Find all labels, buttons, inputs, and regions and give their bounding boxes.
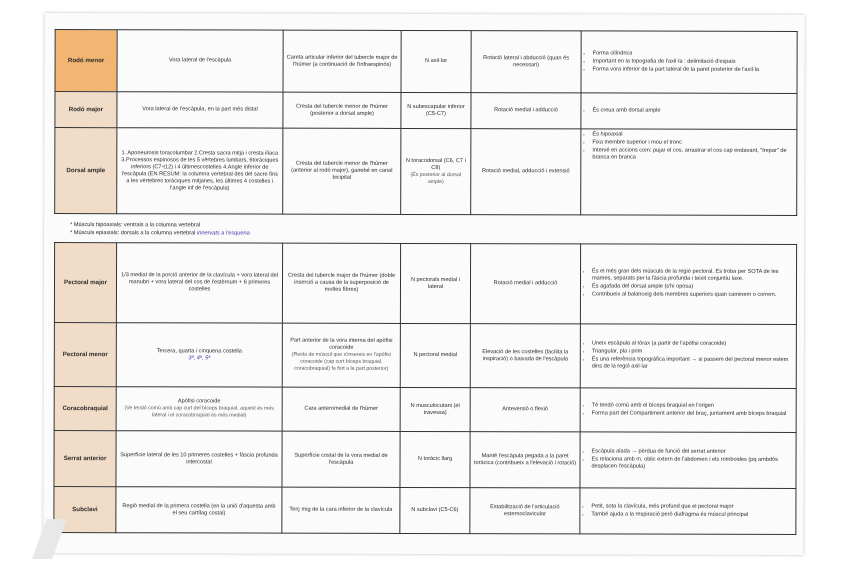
innervation-note: (És posterior al dorsal ample): [410, 171, 462, 185]
note-item: • Forma part del Compartiment anterior del braç, juntament amb bíceps braquial: [592, 410, 793, 418]
notes-cell: [580, 244, 796, 325]
footnote-hypoaxial: * Músculs hipoaxials: ventrals a la columna vertebral: [70, 222, 201, 229]
muscle-table-upper: [54, 29, 797, 216]
footnotes: [70, 221, 570, 238]
table-row: [54, 323, 796, 389]
table-row: [54, 487, 796, 535]
insertion-cell: Superfície costal de la vora medial de l'escàpula: [282, 431, 400, 487]
origin-cell: 1. Aponeurosis toracolumbar 2.Cresta sacra mitja i cresta ilíaca 3.Processos espinosos de les 5 vèrtebres lumbars, 6toràciques inferiors (C7-t12) i 4 últimescostelles 4.Angle inferior de l'escàpula (EN RESUM: la columna vertebral des del sacre fins a les vèrtebres toràciques mitjanes, les últimes 4 costelles i l'angle inf de l'escàpula): [117, 128, 283, 214]
origin-cell: [116, 387, 282, 431]
action-cell: Elevació de les costelles (facilita la inspiració) o baixada de l'escàpula: [470, 324, 580, 388]
innervation-cell: N subescapular inferior (C5-C7): [401, 92, 471, 128]
origin-text: Tercera, quarta i cinquena costella: [156, 347, 242, 355]
action-cell: Manté l'escàpula pegada a la paret toràcica (contribueix a l'elevació i rotació): [470, 432, 580, 488]
innervation-cell: N pectoral medial: [400, 323, 470, 387]
footnote-epiaxial: [70, 229, 570, 238]
action-cell: Rotació lateral i abducció (quan és necessari): [471, 31, 581, 93]
muscle-table-lower: [53, 242, 797, 535]
handwritten-annotation: innervats a l'esquena: [196, 230, 250, 237]
notes-cell: [580, 488, 796, 535]
footnote-epiaxial-text: * Músculs epiaxials: dorsals a la columna vertebral: [70, 230, 196, 237]
note-item: • És hipoaxial: [592, 131, 793, 139]
note-item: • És una referència topogràfica important → si passem del pectoral menor estem dins de la regió axil·lar: [592, 356, 793, 371]
action-cell: Rotació medial, adducció i extensió: [471, 129, 581, 215]
notes-cell: [580, 388, 796, 433]
origin-cell: [116, 323, 282, 387]
note-item: • També ajuda a la respiració però diafragma és múscul principal: [591, 511, 792, 519]
table-row: [55, 92, 797, 130]
origin-cell: Vora lateral de l'escàpula, en la part més distal: [117, 92, 283, 128]
insertion-cell: Cara anteromedial de l'húmer: [282, 387, 400, 431]
scanned-sheet: [43, 13, 804, 555]
note-item: • Té tendó comú amb el bíceps braquial en l'origen: [592, 402, 793, 410]
origin-text: Apòfisi coracoide: [177, 398, 221, 405]
origin-cell: Vora lateral de l'escàpula: [117, 30, 283, 92]
innervation-cell: [401, 128, 471, 214]
muscle-name: Rodó menor: [55, 30, 117, 92]
muscle-name: Pectoral major: [54, 243, 116, 323]
note-item: • Uneix escàpula al tòrax (a partir de l'apòfisi coracoide): [592, 340, 793, 348]
note-item: • Contribueix al balanceig dels membres superiors quan caminem o correm.: [592, 291, 793, 299]
muscle-name: Rodó major: [55, 92, 117, 128]
note-item: • És el més gran dels músculs de la regió pectoral. Es troba per SOTA de les mames, separats per la fàscia profunda i teixit conjuntiu laxe.: [592, 268, 793, 283]
notes-cell: [580, 324, 796, 389]
innervation-cell: N pectorals medial i lateral: [400, 243, 470, 323]
action-cell: Rotació medial i adducció: [470, 244, 580, 324]
note-item: • Important en la topografia de l'axil·la : delimitació d'espais: [593, 58, 794, 66]
action-cell: Rotació medial i adducció: [471, 93, 581, 129]
action-cell: Estabilització de l'articulació esternoclavicular: [470, 488, 580, 534]
insertion-cell: Cresta del tubercle menor de l'húmer (anterior al rodó major), gairebé en canal bicipital: [283, 128, 401, 214]
origin-cell: 1/3 medial de la porció anterior de la clavícula + vora lateral del manubri + vora lateral del cos de l'estèrnum + 6 primeres costelles: [116, 243, 282, 323]
note-item: • Forma cilíndrica: [593, 50, 794, 58]
table-row: [55, 30, 797, 94]
insertion-text: Part anterior de la vora interna del apòfisi coracoide: [290, 337, 393, 351]
muscle-name: Pectoral menor: [54, 323, 116, 387]
muscle-name: Dorsal ample: [55, 128, 117, 214]
note-item: • Forma vora inferior de la part lateral de la paret posterior de l'axil·la: [593, 66, 794, 74]
action-cell: Anteversió o flexió: [470, 388, 580, 432]
table-row: [54, 243, 796, 325]
note-item: • Escàpula alada → pèrdua de funció del serrat anterior: [592, 448, 793, 456]
muscle-name: Serrat anterior: [54, 431, 116, 487]
insertion-cell: [282, 323, 400, 387]
innervation-cell: N axil·lar: [401, 30, 471, 92]
insertion-cell: Careta articular inferior del tubercle major de l'húmer (a continuació de l'infraespinós): [283, 30, 401, 92]
insertion-cell: Terç mig de la cara inferior de la clavícula: [282, 487, 400, 533]
table-row: [54, 387, 796, 433]
origin-note: (Ve tendó comú amb cap curt del bíceps braquial, aquest és més lateral i el coracobraquial és més medial): [124, 405, 274, 419]
note-item: • Fixa membre superior i mou el tronc: [592, 139, 793, 147]
muscle-name: Coracobraquial: [54, 387, 116, 431]
note-item: • Intervé en accions com: pujar el cos, arrastrar el cos cap endavant, "trepar" de branca en branca: [592, 147, 793, 162]
insertion-cell: Cresta del tubercle major de l'húmer (doble inserció a causa de la superposició de moltes fibres): [282, 243, 400, 323]
origin-cell: Regió medial de la primera costella (en la unió d'aquesta amb el seu cartílag costal): [116, 487, 282, 533]
innervation-cell: N subclavi (C5-C6): [400, 487, 470, 533]
notes-cell: [581, 31, 797, 94]
innervation-cell: N toràcic llarg: [400, 431, 470, 487]
origin-cell: Superfície lateral de les 10 primeres costelles + fàscia profunda intercostal: [116, 431, 282, 487]
note-item: • És agafada del dorsal ample (s'hi oposa): [592, 283, 793, 291]
handwritten-annotation: 3ª, 4ª, 5ª: [188, 354, 211, 361]
muscle-name: Subclavi: [54, 487, 116, 533]
note-item: • És creua amb dorsal ample: [592, 107, 793, 115]
notes-cell: [581, 129, 797, 216]
notes-cell: [580, 432, 796, 489]
insertion-cell: Cresta del tubercle menor de l'húmer (posterior a dorsal ample): [283, 92, 401, 128]
note-item: • Es relaciona amb m. oblic extern de l'abdomen i els romboides (pq ambdós desplacen l'escàpula): [592, 456, 793, 471]
note-item: • Triangular, pla i prim: [592, 348, 793, 356]
notes-cell: [581, 93, 797, 130]
table-row: [55, 128, 797, 216]
innervation-text: N toracodorsal (C6, C7 i C8): [405, 157, 466, 171]
note-item: • Petit, sota la clavícula, més profund que el pectoral major: [591, 503, 792, 511]
innervation-cell: N musculocutani (el travessa): [400, 387, 470, 431]
insertion-note: (Resta de múscul que s'insereix en l'apòfisi coracoide (cap curt bíceps braquial, coracobraquial) fa fort a la part posterior): [291, 351, 391, 372]
table-row: [54, 431, 796, 489]
